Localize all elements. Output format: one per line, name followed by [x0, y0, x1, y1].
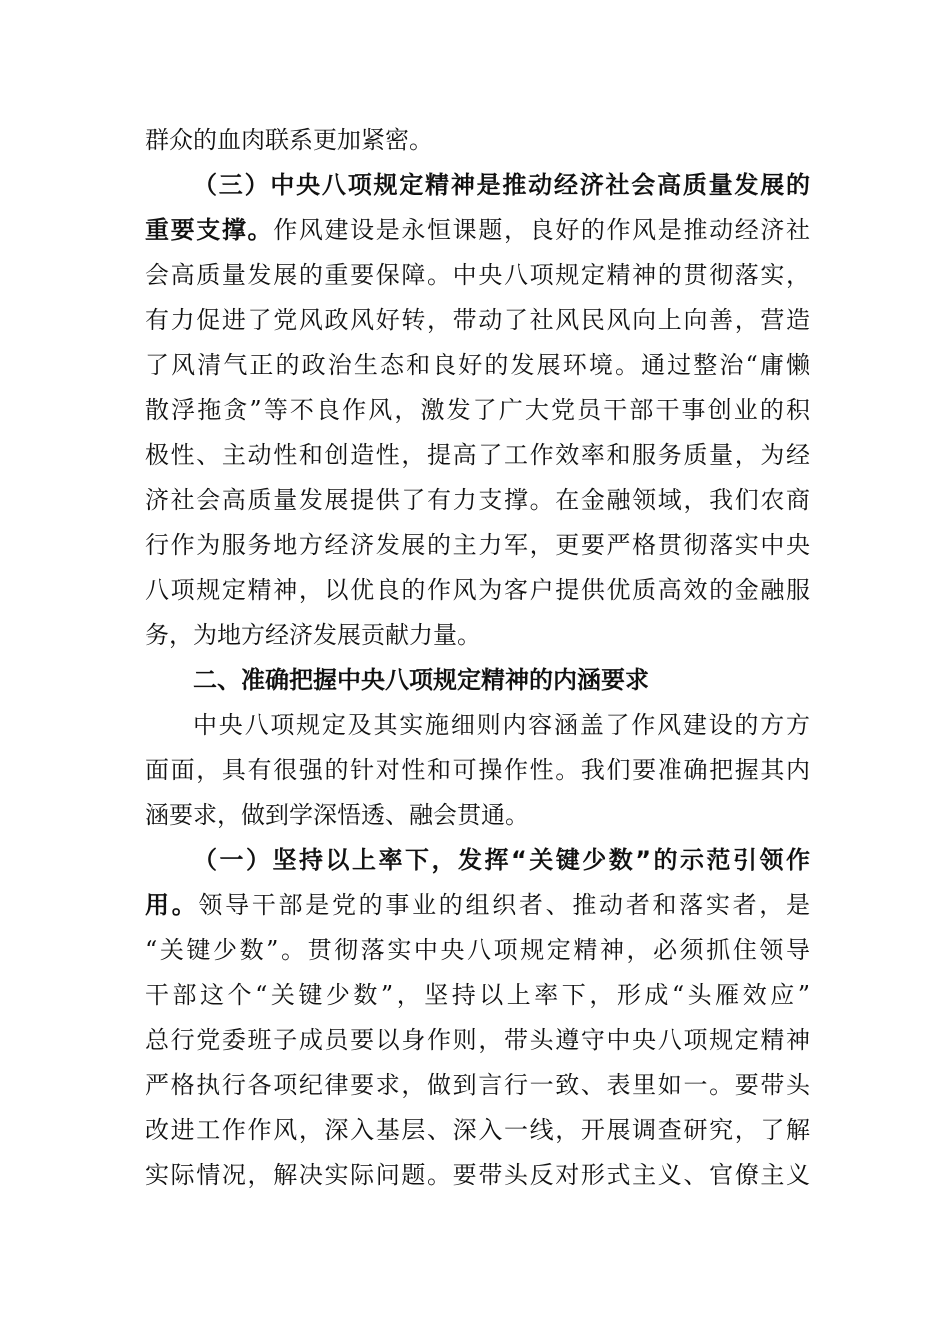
paragraph-line: 务，为地方经济发展贡献力量。: [145, 621, 481, 649]
paragraph-line: [145, 883, 810, 928]
paragraph-line: 极性、主动性和创造性，提高了工作效率和服务质量，为经: [145, 441, 810, 469]
paragraph-text: 作风建设是永恒课题，良好的作风是推动经济社: [273, 216, 811, 244]
subheading-1-line-1: （一）坚持以上率下，发挥“关键少数”的示范引领作: [193, 846, 810, 874]
subheading-3-line-1: （三）中央八项规定精神是推动经济社会高质量发展的: [193, 171, 810, 199]
paragraph-line: 八项规定精神，以优良的作风为客户提供优质高效的金融服: [145, 576, 810, 604]
paragraph-line: 总行党委班子成员要以身作则，带头遵守中央八项规定精神: [145, 1026, 810, 1054]
paragraph-line: [145, 208, 810, 253]
paragraph-text: 领导干部是党的事业的组织者、推动者和落实者，是: [198, 891, 811, 919]
paragraph-line: 行作为服务地方经济发展的主力军，更要严格贯彻落实中央: [145, 531, 810, 559]
paragraph-line: 了风清气正的政治生态和良好的发展环境。通过整治“庸懒: [145, 351, 810, 379]
document-page: [145, 118, 810, 1198]
paragraph-line: 群众的血肉联系更加紧密。: [145, 126, 433, 154]
paragraph-line: 散浮拖贪”等不良作风，激发了广大党员干部干事创业的积: [145, 396, 810, 424]
paragraph-line: 中央八项规定及其实施细则内容涵盖了作风建设的方方: [193, 711, 810, 739]
paragraph-line: 面面，具有很强的针对性和可操作性。我们要准确把握其内: [145, 756, 810, 784]
paragraph-line: 严格执行各项纪律要求，做到言行一致、表里如一。要带头: [145, 1071, 810, 1099]
paragraph-line: 干部这个“关键少数”，坚持以上率下，形成“头雁效应”: [145, 981, 810, 1009]
paragraph-line: 济社会高质量发展提供了有力支撑。在金融领域，我们农商: [145, 486, 810, 514]
subheading-1-line-2: 用。: [145, 891, 199, 919]
paragraph-line: 改进工作作风，深入基层、深入一线，开展调查研究，了解: [145, 1116, 810, 1144]
paragraph-line: 有力促进了党风政风好转，带动了社风民风向上向善，营造: [145, 306, 810, 334]
paragraph-line: 涵要求，做到学深悟透、融会贯通。: [145, 801, 529, 829]
paragraph-line: “关键少数”。贯彻落实中央八项规定精神，必须抓住领导: [145, 936, 810, 964]
paragraph-line: 会高质量发展的重要保障。中央八项规定精神的贯彻落实，: [145, 261, 810, 289]
paragraph-line: 实际情况，解决实际问题。要带头反对形式主义、官僚主义: [145, 1161, 810, 1189]
section-heading: 二、准确把握中央八项规定精神的内涵要求: [193, 666, 649, 694]
subheading-3-line-2: 重要支撑。: [145, 216, 274, 244]
